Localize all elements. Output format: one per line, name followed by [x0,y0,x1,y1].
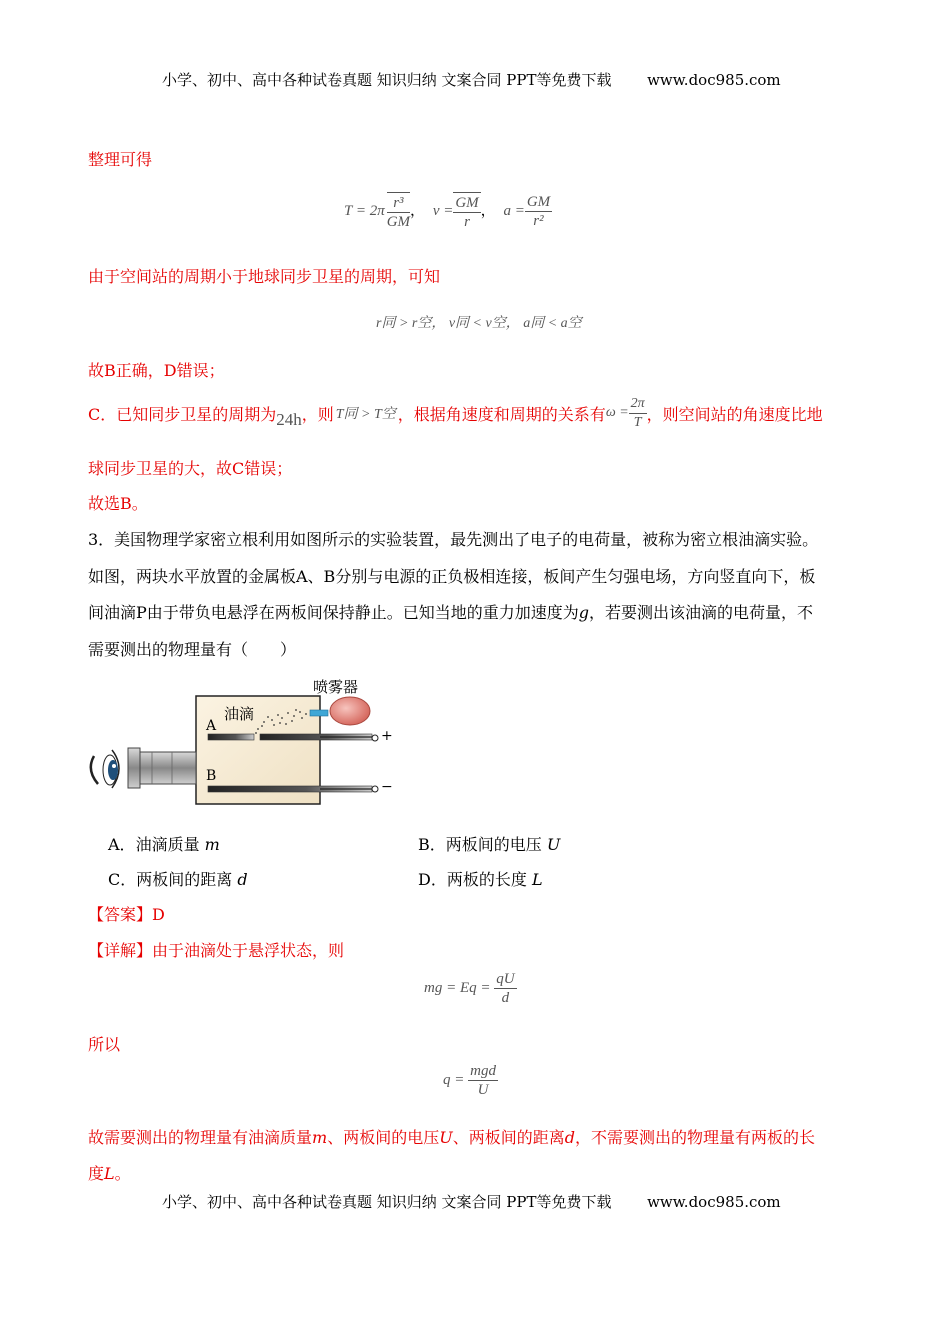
option-text: 两板间的电压 [445,835,547,854]
fraction-numerator: r³ [387,194,410,213]
question-text: 3．美国物理学家密立根利用如图所示的实验装置，最先测出了电子的电荷量，被称为密立根油滴实验。 [88,530,819,549]
text-line: 整理可得 [88,150,153,169]
detail-text: 由于油滴处于悬浮状态，则 [152,941,345,960]
text-line: 故选B。 [88,494,148,513]
option-d[interactable] [418,867,543,890]
text-span: ，根据角速度和周期的关系有 [397,404,606,424]
var-m: m [312,1128,328,1147]
option-var: U [546,835,561,854]
formula-balance [424,970,517,1007]
option-var: m [204,835,220,854]
page-footer [162,1191,781,1212]
eye-icon [91,750,119,788]
formula-term: v = [432,202,454,219]
text-span: ，则 [301,404,334,424]
sprayer-label: 喷雾器 [313,678,359,696]
text-line-c [88,392,823,434]
option-b[interactable] [418,832,560,855]
fraction-denominator: T [633,414,642,430]
formula-period: T同 > T空 [335,407,396,422]
separator: ， [410,202,426,219]
sprayer-nozzle [310,710,328,716]
formula-orbit [344,192,552,231]
option-var: d [237,870,248,889]
option-a[interactable] [108,832,220,855]
header-text: 小学、初中、高中各种试卷真题 知识归纳 文案合同 PPT等免费下载 [162,71,612,89]
plate-a-label: A [206,718,217,734]
question-text: 如图，两块水平放置的金属板A、B分别与电源的正负极相连接，板间产生匀强电场，方向竖直向下，板 [88,567,816,586]
text-span: 。 [114,1164,131,1183]
text-span: 度 [88,1164,105,1183]
footer-text: 小学、初中、高中各种试卷真题 知识归纳 文案合同 PPT等免费下载 [162,1193,612,1211]
text-span: 、两板间的电压 [327,1128,440,1147]
plus-sign: + [381,728,393,744]
option-letter: D． [418,870,447,889]
question-text [88,600,813,623]
formula-term: T = 2π [344,202,385,219]
formula-term: a = [503,202,525,219]
header-url: www.doc985.com [647,71,781,89]
plate-a-left [208,734,254,740]
fraction-numerator: qU [496,971,515,987]
fraction-numerator: GM [455,195,479,211]
fraction-denominator: U [477,1082,489,1098]
oil-label: 油滴 [224,705,255,723]
question-text: 需要测出的物理量有（ ） [88,640,297,659]
option-letter: A． [108,835,136,854]
plate-b-label: B [206,768,217,784]
text-span: ，则空间站的角速度比地 [646,404,823,424]
text-line: 所以 [88,1035,121,1054]
text-span: 、两板间的距离 [452,1128,565,1147]
var-g: g [578,603,590,622]
var-u: U [439,1128,453,1147]
fraction-numerator: GM [526,194,551,210]
option-text: 两板的长度 [446,870,532,889]
page-header [162,69,781,90]
conclusion-line [88,1125,815,1148]
minus-sign: − [381,779,393,795]
text-span: 间油滴P由于带负电悬浮在两板间保持静止。已知当地的重力加速度为 [88,603,579,622]
terminal-positive [372,735,378,741]
option-letter: B． [418,835,446,854]
answer-value: D [152,905,165,924]
text-line: 由于空间站的周期小于地球同步卫星的周期，可知 [88,267,441,286]
fraction-denominator: GM [386,214,411,230]
text-span: ，不需要测出的物理量有两板的长 [574,1128,815,1147]
var-d: d [564,1128,575,1147]
option-text: 两板间的距离 [136,870,238,889]
option-var: L [531,870,543,889]
option-letter: C． [108,870,137,889]
text-span: ，若要测出该油滴的电荷量，不 [589,603,814,622]
fraction-denominator: d [501,990,510,1006]
answer-line [88,902,165,925]
formula-term: mg = Eq = [424,979,491,996]
terminal-negative [372,786,378,792]
option-text: 油滴质量 [135,835,205,854]
fraction-numerator: 2π [629,395,647,414]
formula-charge [443,1062,498,1099]
conclusion-line [88,1161,131,1184]
text-line: 故B正确，D错误； [88,361,225,380]
fraction-denominator: r² [533,213,544,229]
footer-url: www.doc985.com [647,1193,781,1211]
answer-tag: 【答案】 [88,905,153,924]
text-line: 球同步卫星的大，故C错误； [88,459,293,478]
var-l: L [104,1164,115,1183]
fraction-numerator: mgd [470,1063,496,1079]
sprayer-bulb-icon [330,697,370,725]
detail-line [88,938,344,961]
text-span: C．已知同步卫星的周期为 [88,404,277,424]
formula-compare: r同 > r空， v同 < v空， a同 < a空 [376,316,582,331]
formula-omega: ω = [605,405,629,420]
separator: ， [480,202,496,219]
text-span: 故需要测出的物理量有油滴质量 [88,1128,313,1147]
formula-term: q = [443,1071,465,1088]
detail-tag: 【详解】 [88,941,153,960]
value-24h: 24h [276,410,302,429]
microscope-tube [136,752,196,784]
fraction-denominator: r [464,214,470,230]
option-c[interactable] [108,867,248,890]
